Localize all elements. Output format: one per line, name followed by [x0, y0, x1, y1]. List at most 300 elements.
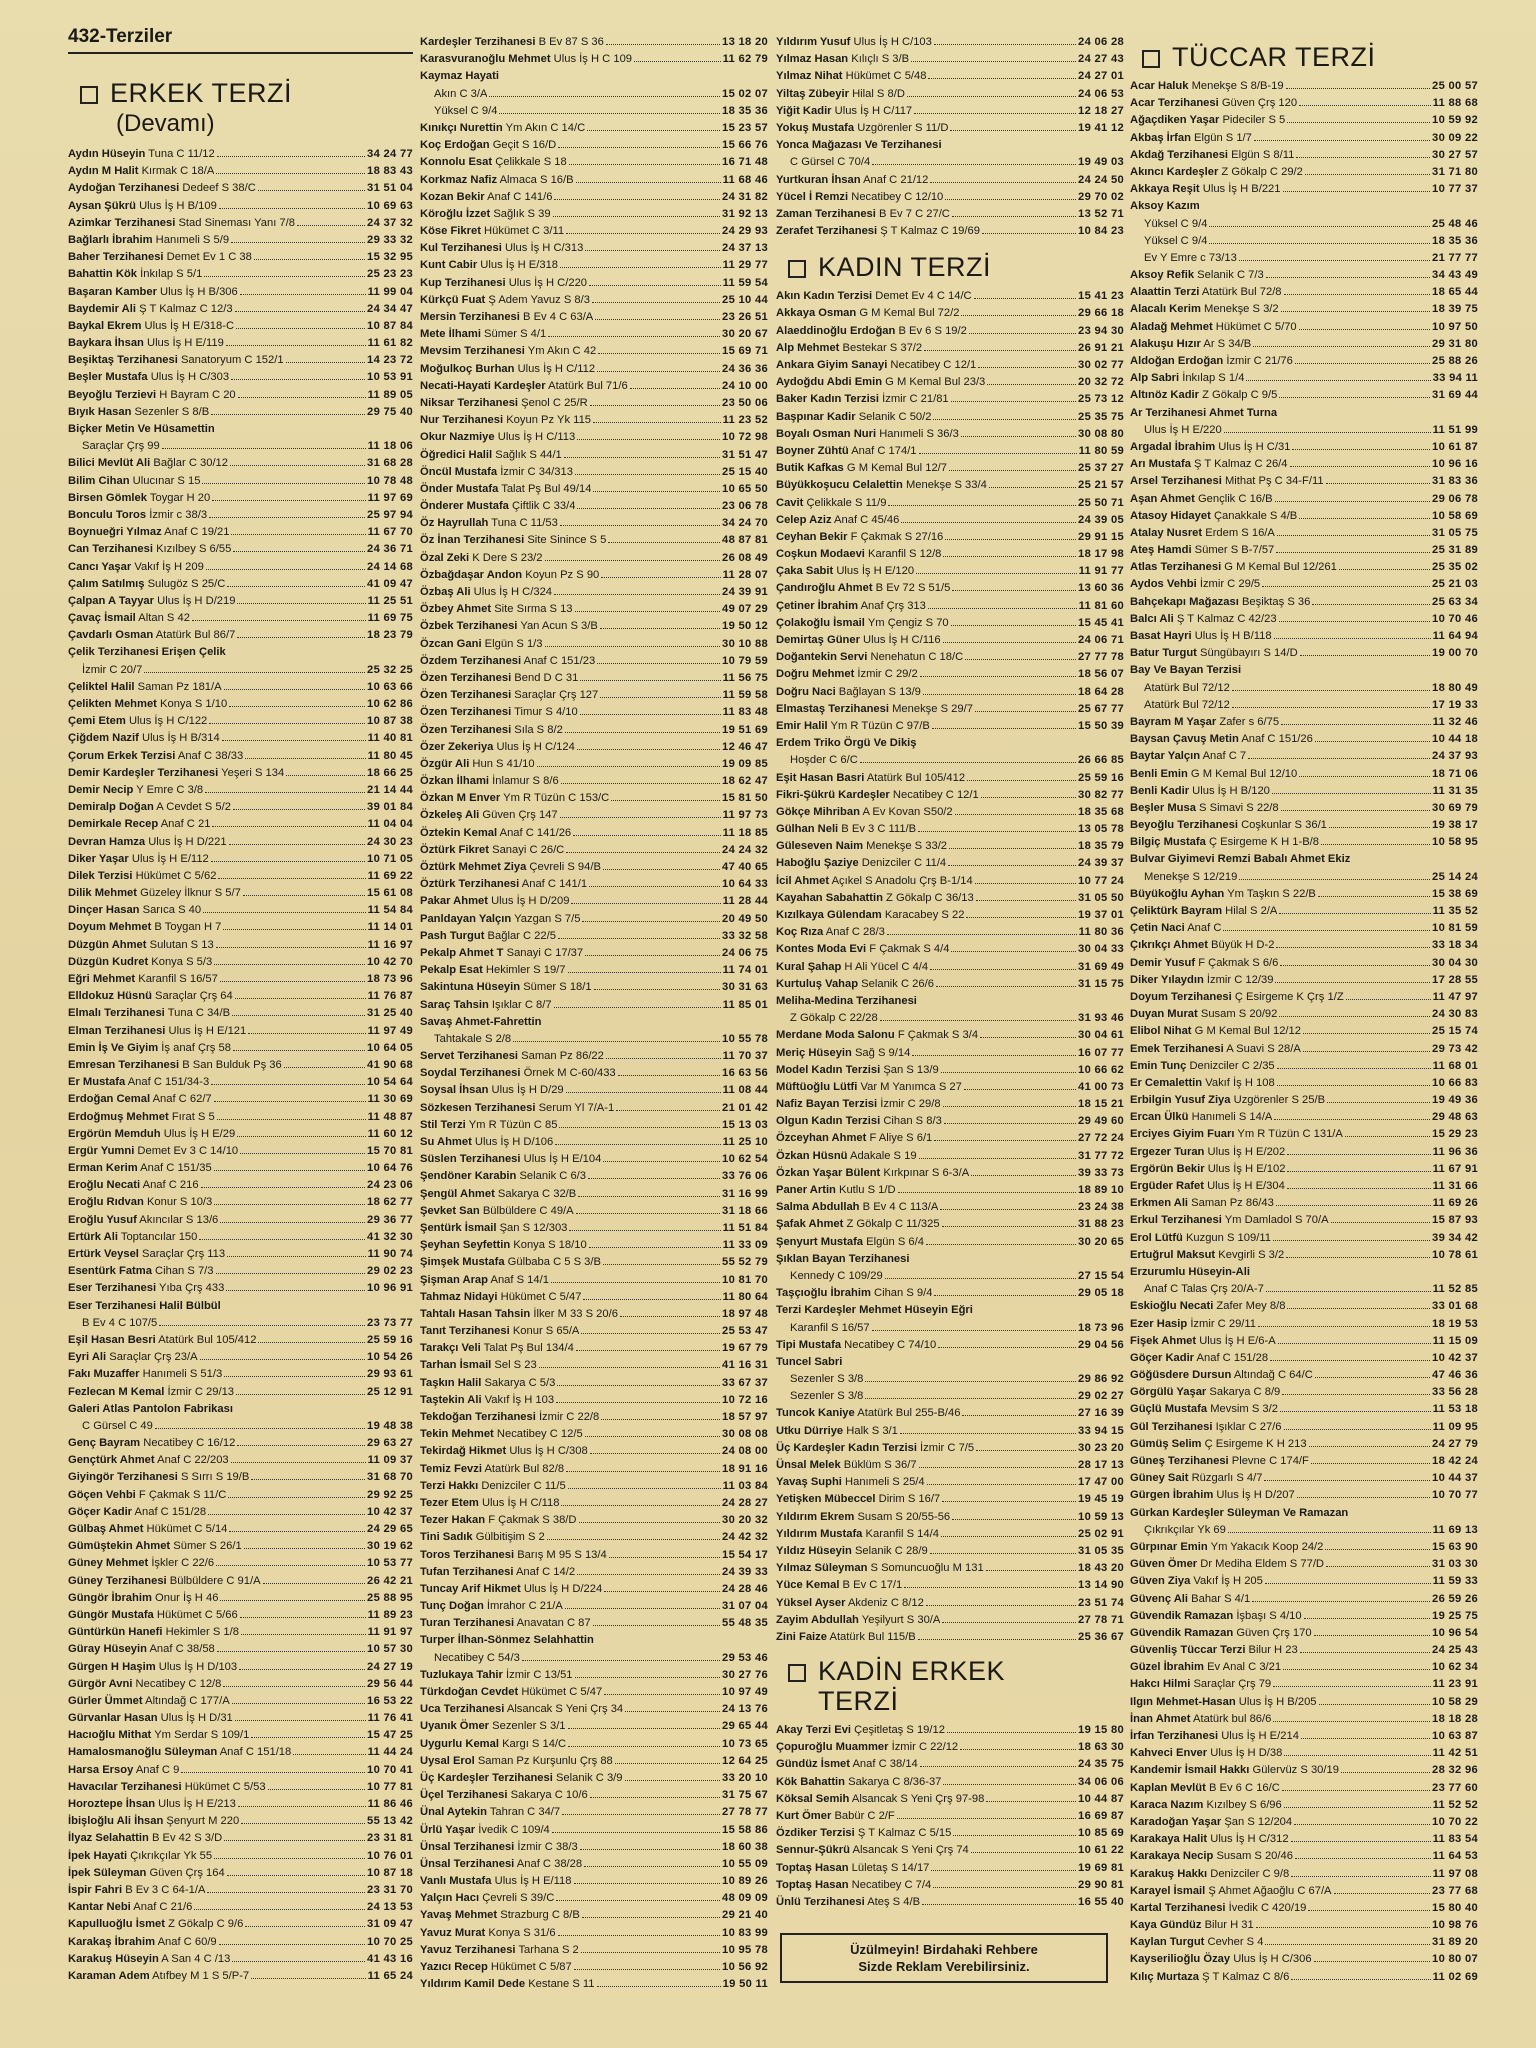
listing-text	[68, 1590, 218, 1607]
listing-row	[68, 438, 413, 455]
listing-text	[68, 919, 221, 936]
listing-address: C Gürsel C 70/4	[790, 156, 871, 169]
listing-text	[790, 1268, 883, 1285]
listing-phone: 15 58 86	[722, 1823, 768, 1836]
listing-row	[68, 1590, 413, 1607]
listing-address: Menekşe S 33/2	[866, 840, 948, 853]
listing-text	[68, 782, 203, 799]
listing-address: İzmir C 29/8	[880, 1098, 941, 1111]
listing-row	[1130, 1487, 1478, 1504]
listing-text	[776, 804, 953, 821]
listing-phone: 24 30 83	[1432, 1008, 1478, 1021]
dot-leader	[961, 436, 1076, 437]
listing-row	[1130, 1522, 1478, 1539]
listing-phone: 30 20 32	[722, 1514, 768, 1527]
listing-address: Yüksel C 9/4	[1144, 234, 1208, 247]
listing-row	[68, 266, 413, 283]
listing-row	[68, 1487, 413, 1504]
listing-address: Ulus İş H C/103	[853, 36, 932, 48]
listing-phone: 10 83 99	[722, 1926, 768, 1939]
listing-row	[1130, 284, 1478, 301]
listing-text	[1144, 250, 1237, 267]
listing-address: Ulus İş H E/318	[480, 259, 559, 272]
listing-text	[420, 464, 573, 481]
listing-text	[1130, 1178, 1285, 1195]
listing-name: Gül Terzihanesi	[1130, 1420, 1213, 1433]
listing-name: Elibol Nihat	[1130, 1025, 1192, 1038]
listing-row	[776, 1199, 1124, 1216]
listing-text	[68, 266, 202, 283]
listing-phone: 10 54 64	[367, 1076, 413, 1089]
listing-phone: 11 47 97	[1432, 990, 1478, 1003]
listing-row	[420, 773, 768, 790]
listing-row	[68, 1573, 413, 1590]
listing-text	[420, 1873, 572, 1890]
listing-row	[1130, 1453, 1478, 1470]
listing-row	[776, 907, 1124, 924]
dot-leader	[1318, 896, 1430, 897]
listing-address: F Çakmak S 4/4	[869, 943, 950, 956]
listing-row	[1130, 370, 1478, 387]
listing-name: Turan Terzihanesi	[420, 1617, 515, 1630]
listing-name: Karasvuranoğlu Mehmet	[420, 53, 551, 66]
listing-text	[68, 1641, 215, 1658]
listing-text	[776, 1877, 931, 1894]
listing-text	[776, 598, 926, 615]
listing-phone: 19 67 79	[722, 1342, 768, 1355]
listing-row	[68, 473, 413, 490]
listing-row	[68, 318, 413, 335]
listing-name: Gülhan Neli	[776, 823, 839, 836]
listing-name: Şafak Ahmet	[776, 1218, 844, 1231]
listing-phone: 24 29 65	[367, 1523, 413, 1535]
listing-text	[420, 154, 567, 171]
listing-row	[1130, 1470, 1478, 1487]
listing-name: Harsa Ersoy	[68, 1763, 134, 1776]
listing-row	[776, 1595, 1124, 1612]
listing-text	[776, 1560, 984, 1577]
listing-text	[1130, 1951, 1312, 1968]
dot-leader	[945, 199, 1076, 200]
listing-row	[68, 1934, 413, 1951]
listing-name: Doğantekin Servi	[776, 651, 868, 664]
listing-text	[1130, 1161, 1285, 1178]
listing-address: Ulus İş H C/117	[834, 104, 913, 117]
dot-leader	[233, 809, 365, 810]
dot-leader	[223, 929, 365, 930]
listing-text	[776, 1165, 969, 1182]
listing-text	[68, 473, 200, 490]
listing-name: Özkan M Enver	[420, 792, 501, 805]
dot-leader	[593, 491, 720, 492]
listing-address: Saman Pz 181/A	[137, 680, 222, 693]
listing-text	[420, 1959, 572, 1976]
listing-phone: 29 92 25	[367, 1488, 413, 1501]
listing-name: Pakar Ahmet	[420, 895, 488, 908]
listing-text	[1130, 989, 1344, 1006]
listing-address: Kutlu S 1/D	[839, 1184, 896, 1196]
dot-leader	[951, 401, 1076, 402]
listing-row	[1130, 405, 1478, 422]
listing-row	[1130, 319, 1478, 336]
listing-address: Anaf C	[1187, 922, 1222, 935]
listing-row	[68, 387, 413, 404]
dot-leader	[1223, 930, 1430, 931]
listing-phone: 11 83 54	[1432, 1833, 1478, 1846]
listing-phone: 30 09 22	[1432, 131, 1478, 144]
dot-leader	[625, 1711, 720, 1712]
listing-phone: 18 56 07	[1078, 668, 1124, 681]
dot-leader	[1325, 1549, 1430, 1550]
listing-address: Saraçlar Çrş 79	[1193, 1678, 1272, 1691]
checkbox-icon	[788, 260, 806, 278]
listing-phone: 29 93 61	[367, 1368, 413, 1381]
listing-address: Tuna C 11/12	[148, 148, 215, 160]
listing-text	[68, 1968, 249, 1985]
listing-name: Servet Terzihanesi	[420, 1050, 519, 1063]
listing-name: Can Terzihanesi	[68, 543, 153, 556]
listing-name: Yazıcı Recep	[420, 1961, 488, 1973]
listing-text	[776, 189, 943, 206]
listing-address: Sezenler S 3/8	[790, 1390, 864, 1403]
listing-phone: 25 02 91	[1078, 1527, 1124, 1540]
listing-row	[776, 1791, 1124, 1808]
dot-leader	[227, 1256, 366, 1257]
listing-address: Kılıçlı S 3/B	[851, 53, 910, 66]
listing-name: Zini Faize	[776, 1630, 827, 1643]
listing-address: Coşkunlar S 36/1	[1241, 819, 1327, 832]
listing-phone: 41 00 73	[1078, 1080, 1124, 1093]
listing-phone: 33 56 28	[1432, 1386, 1478, 1399]
listing-phone: 31 77 72	[1078, 1149, 1124, 1162]
listing-text	[68, 1246, 225, 1263]
listing-name: Şentürk İsmail	[420, 1221, 497, 1234]
listing-text	[68, 868, 216, 885]
listing-address: B Ev 4 C 107/5	[82, 1316, 158, 1329]
listing-phone: 27 72 24	[1078, 1132, 1124, 1145]
listing-phone: 10 59 92	[1432, 114, 1478, 127]
listing-phone: 10 73 65	[722, 1737, 768, 1750]
listing-name: Göçer Kadir	[68, 1505, 133, 1518]
listing-address: Hun S 41/10	[472, 757, 535, 770]
listing-phone: 11 74 01	[722, 964, 768, 977]
listing-row	[1130, 1333, 1478, 1350]
listing-text	[68, 748, 243, 765]
listing-address: Yıba Çrş 433	[159, 1282, 225, 1295]
listing-address: Denizciler C 11/4	[861, 857, 947, 870]
listing-phone: 24 34 47	[367, 302, 413, 315]
listing-phone: 20 32 72	[1078, 376, 1124, 389]
listing-name: Şengül Ahmet	[420, 1187, 495, 1200]
listing-name: Şişman Arap	[420, 1273, 488, 1286]
dot-leader	[559, 1127, 720, 1128]
listing-name: Eser Terzihanesi Halil Bülbül	[68, 1299, 221, 1312]
listing-phone: 19 15 80	[1078, 1724, 1124, 1737]
dot-leader	[1276, 947, 1430, 948]
listing-address: İzmir C 21/81	[882, 393, 949, 406]
listing-phone: 11 32 46	[1432, 715, 1478, 728]
listing-text	[776, 1629, 916, 1646]
listing-address: Ym R Tüzün C 85	[468, 1118, 558, 1131]
listing-name: Eroğlu Necati	[68, 1179, 141, 1192]
listing-text	[420, 1942, 579, 1959]
listing-address: Atatürk Bul 255-B/46	[857, 1407, 961, 1420]
listing-row	[68, 335, 413, 352]
listing-address: Hükümet C 5/14	[146, 1523, 228, 1535]
listing-text	[776, 426, 959, 443]
listing-row	[1130, 508, 1478, 525]
listing-text	[420, 292, 590, 309]
listing-phone: 18 62 77	[367, 1196, 413, 1209]
dot-leader	[144, 672, 365, 673]
listing-address: Bülbüldere C 91/A	[169, 1574, 261, 1587]
dot-leader	[934, 1295, 1076, 1296]
dot-leader	[205, 792, 365, 793]
listing-address: Atatürk Bul 72/8	[1201, 286, 1282, 299]
listing-name: Ergörün Bekir	[1130, 1162, 1205, 1175]
dot-leader	[611, 800, 720, 801]
dot-leader	[235, 311, 365, 312]
listing-name: Giyingör Terzihanesi	[68, 1471, 178, 1484]
listing-phone: 10 71 05	[367, 852, 413, 865]
listing-address: Hanımeli S 25/4	[845, 1476, 925, 1489]
dot-leader	[942, 1622, 1076, 1623]
listing-name: Çavdarlı Osman	[68, 629, 154, 642]
listing-address: Atatürk Bul 82/8	[484, 1462, 565, 1475]
dot-leader	[962, 1415, 1076, 1416]
listing-phone: 19 41 12	[1078, 121, 1124, 134]
listing-name: Fezlecan M Kemal	[68, 1385, 165, 1398]
listing-name: Akıncı Kardeşler	[1130, 165, 1219, 178]
listing-row	[776, 1113, 1124, 1130]
listing-text	[776, 1577, 902, 1594]
listing-text	[420, 584, 552, 601]
listing-name: Kaylan Turgut	[1130, 1936, 1205, 1949]
listing-text	[1130, 525, 1275, 542]
listing-row	[776, 391, 1124, 408]
dot-leader	[953, 1835, 1076, 1836]
dot-leader	[220, 981, 365, 982]
dot-leader	[942, 1501, 1076, 1502]
listing-address: Saraçlar Çrş 113	[142, 1248, 226, 1260]
listing-name: Toros Terzihanesi	[420, 1548, 515, 1561]
dot-leader	[1295, 1858, 1431, 1859]
listing-row	[1130, 748, 1478, 765]
listing-row	[1130, 1573, 1478, 1590]
listing-text	[776, 529, 943, 546]
listing-row	[68, 1607, 413, 1624]
listing-row	[776, 684, 1124, 701]
listing-phone: 29 63 27	[367, 1437, 413, 1450]
listing-phone: 18 65 44	[1432, 286, 1478, 299]
listing-text	[1130, 1419, 1282, 1436]
listing-name: Yavaş Suphi	[776, 1476, 842, 1489]
listing-address: Karanfil S 16/57	[790, 1321, 870, 1334]
listing-name: Yavuz Terzihanesi	[420, 1943, 516, 1956]
listing-address: Selanik C 7/3	[1197, 269, 1264, 282]
listing-name: Boyalı Osman Nuri	[776, 427, 877, 440]
listing-text	[1130, 1539, 1323, 1556]
listing-row	[420, 704, 768, 721]
listing-name: Kural Şahap	[776, 960, 842, 973]
listing-row	[1130, 95, 1478, 112]
listing-address: Sakarya C 8/9	[1209, 1386, 1281, 1399]
listing-row	[420, 1495, 768, 1512]
dot-leader	[192, 620, 366, 621]
listing-phone: 19 09 85	[722, 757, 768, 770]
listing-name: Aydos Vehbi	[1130, 578, 1197, 591]
listing-phone: 39 01 84	[367, 801, 413, 814]
listing-phone: 18 17 98	[1078, 548, 1124, 561]
dot-leader	[218, 878, 365, 879]
listing-text	[1130, 508, 1297, 525]
listing-text	[68, 971, 218, 988]
dot-leader	[966, 917, 1076, 918]
listing-text	[776, 68, 926, 85]
listing-phone: 25 53 47	[722, 1325, 768, 1338]
listing-text	[68, 1057, 282, 1074]
listing-phone: 34 24 77	[367, 148, 413, 160]
dot-leader	[575, 474, 720, 475]
listing-name: Ertürk Veysel	[68, 1248, 139, 1260]
listing-row	[68, 851, 413, 868]
listing-row	[68, 215, 413, 232]
listing-address: Konya S 31/6	[488, 1926, 556, 1939]
dot-leader	[601, 1419, 720, 1420]
listing-text	[776, 666, 918, 683]
dot-leader	[582, 921, 720, 922]
listing-name: Elmastaş Terzihanesi	[776, 702, 889, 715]
listing-text	[1130, 594, 1310, 611]
dot-leader	[560, 817, 721, 818]
dot-leader	[1299, 105, 1431, 106]
listing-name: Karakaya Halit	[1130, 1833, 1208, 1846]
dot-leader	[930, 182, 1076, 183]
listing-phone: 26 59 26	[1432, 1592, 1478, 1605]
listing-address: Necatibey C 12/5	[496, 1428, 583, 1441]
listing-address: Hanımeli S 5/9	[155, 233, 230, 246]
listing-text	[420, 1048, 604, 1065]
listing-name: Vanlı Mustafa	[420, 1875, 492, 1888]
dot-leader	[227, 1875, 365, 1876]
listing-address: Anaf C 7	[1202, 750, 1247, 763]
dot-leader	[924, 350, 1076, 351]
listing-name: Yılmaz Süleyman	[776, 1562, 868, 1575]
dot-leader	[1281, 311, 1430, 312]
listing-text	[790, 1320, 870, 1337]
listing-address: Ar S 34/B	[1203, 337, 1252, 350]
listing-text	[420, 206, 551, 223]
listing-address: Sümer S B-7/57	[1194, 544, 1275, 557]
listing-address: Ym Taşkın S 22/B	[1227, 887, 1316, 900]
listing-address: Anaf C 9	[135, 1763, 180, 1776]
listing-name: Aydın M Halit	[68, 165, 139, 178]
listing-name: Meliha-Medina Terzihanesi	[776, 994, 917, 1007]
listing-text	[68, 713, 207, 730]
listing-name: Dilik Mehmet	[68, 887, 138, 900]
listing-text	[68, 1830, 222, 1847]
listing-name: Çolakoğlu İsmail	[776, 616, 865, 629]
listing-phone: 15 38 69	[1432, 887, 1478, 900]
listing-row	[1130, 491, 1478, 508]
listing-name: Pekalp Esat	[420, 964, 483, 977]
listing-name: Özcan Gani	[420, 637, 482, 650]
listing-row	[68, 1212, 413, 1229]
listing-text	[68, 679, 222, 696]
listing-name: Olgun Kadın Terzisi	[776, 1115, 881, 1128]
listing-address: Ş T Kalmaz C 5/15	[857, 1827, 952, 1840]
listing-text	[68, 1779, 266, 1796]
listing-row	[776, 460, 1124, 477]
dot-leader	[590, 405, 720, 406]
listing-address: Sakarya C 10/6	[510, 1789, 588, 1802]
listing-phone: 10 53 77	[367, 1557, 413, 1570]
listing-phone: 11 25 51	[367, 594, 413, 607]
listing-row	[420, 447, 768, 464]
listing-address: Ev Y Emre c 73/13	[1144, 251, 1237, 264]
listing-text	[1130, 834, 1319, 851]
listing-address: Necatibey C 16/12	[143, 1437, 236, 1450]
listing-address: A San 4 C /13	[161, 1952, 231, 1965]
listing-text	[68, 1521, 227, 1538]
listing-text	[68, 1212, 218, 1229]
listing-name: Akkaya Osman	[776, 307, 857, 320]
listing-text	[420, 1151, 601, 1168]
listing-name: Çeliktürk Bayram	[1130, 905, 1223, 917]
dot-leader	[216, 173, 365, 174]
listing-address: Anaf C 141/6	[487, 190, 553, 203]
listing-address: Ulus İş H D/38	[1210, 1747, 1283, 1760]
listing-name: Kahveci Enver	[1130, 1747, 1208, 1760]
listing-row	[776, 1165, 1124, 1182]
listing-text	[776, 1062, 939, 1079]
listing-phone: 29 53 46	[722, 1651, 768, 1664]
listing-text	[776, 340, 922, 357]
listing-name: Bıyık Hasan	[68, 405, 132, 418]
dot-leader	[1287, 1308, 1430, 1309]
listing-text	[1130, 851, 1350, 868]
listing-row	[68, 1349, 413, 1366]
dot-leader	[986, 1570, 1076, 1571]
listing-phone: 10 57 30	[367, 1643, 413, 1656]
dot-leader	[865, 1398, 1076, 1399]
listing-phone: 11 80 45	[367, 749, 413, 762]
dot-leader	[978, 367, 1076, 368]
listing-address: Ş T Kalmaz C 26/4	[1194, 458, 1288, 471]
listing-text	[776, 137, 942, 154]
listing-text	[68, 1916, 243, 1933]
listing-name: Fakı Muzaffer	[68, 1368, 140, 1381]
listing-name: Mete İlhami	[420, 328, 481, 341]
listing-row	[420, 1306, 768, 1323]
listing-phone: 25 12 91	[367, 1385, 413, 1398]
dot-leader	[566, 1092, 721, 1093]
listing-text	[420, 1254, 601, 1271]
listing-address: Anaf C 45/46	[834, 513, 900, 526]
listing-address: Sanatoryum C 152/1	[180, 354, 284, 367]
listing-address: Sel S 23	[494, 1359, 537, 1372]
listing-phone: 11 44 24	[367, 1746, 413, 1759]
listing-address: Saraçlar Çrş 127	[514, 689, 599, 702]
listing-row	[420, 842, 768, 859]
listing-row	[68, 1229, 413, 1246]
listing-name: Kurt Ömer	[776, 1810, 832, 1822]
listing-name: Baykara İhsan	[68, 337, 144, 350]
listing-text	[776, 51, 909, 68]
listing-phone: 17 19 33	[1432, 698, 1478, 711]
listing-name: Şevket San	[420, 1204, 480, 1217]
listing-text	[776, 1722, 945, 1739]
